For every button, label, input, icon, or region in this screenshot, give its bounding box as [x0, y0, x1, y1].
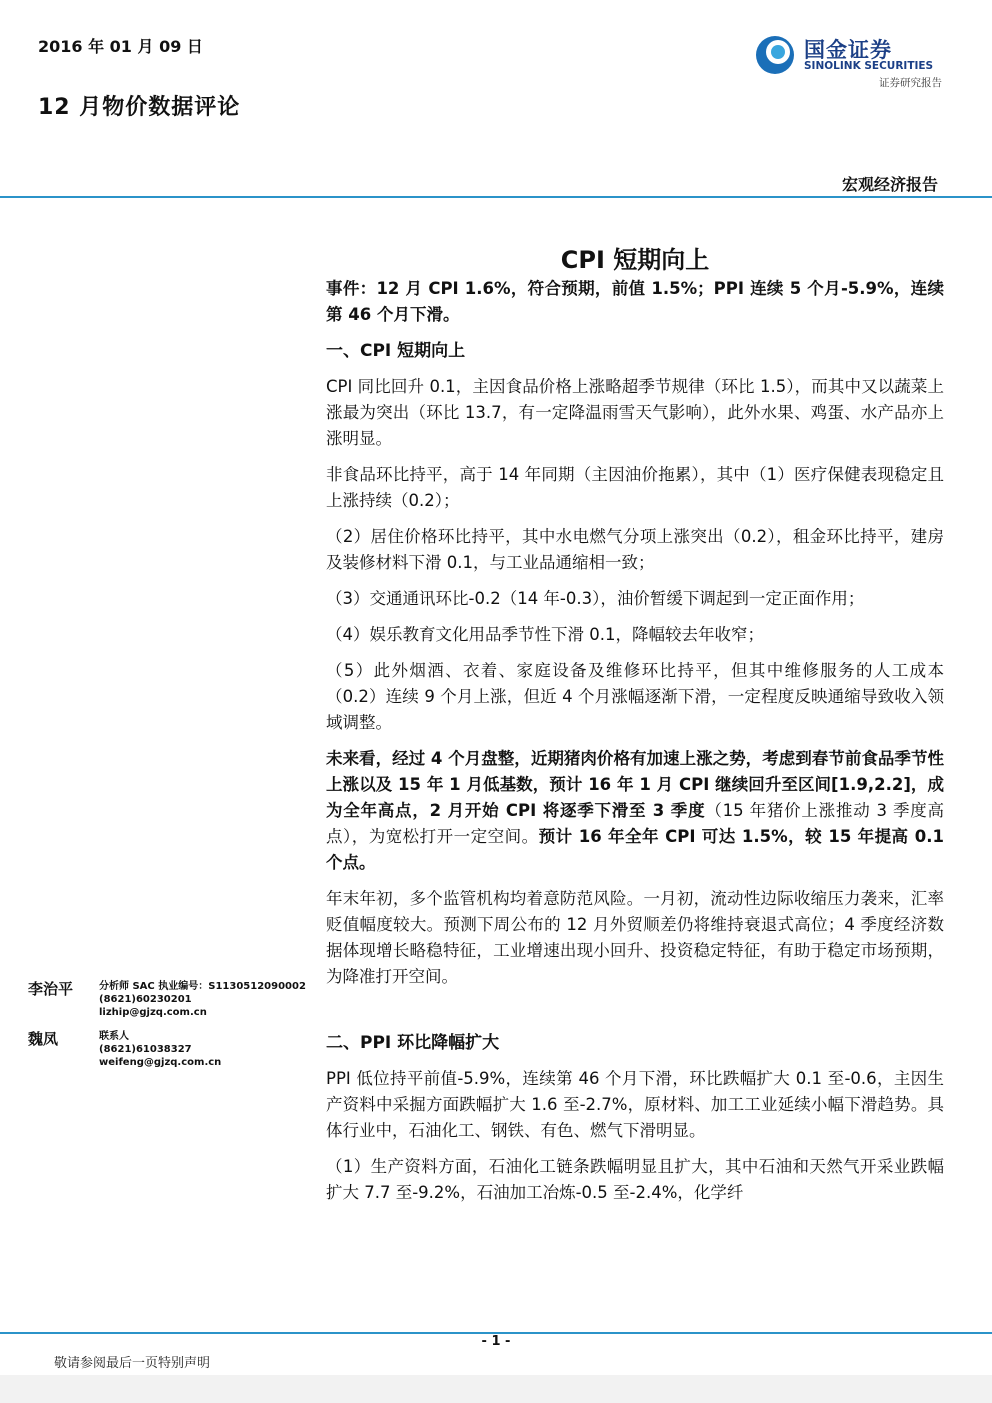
- logo-subtitle: 证券研究报告: [879, 77, 942, 89]
- event-summary: 事件：12 月 CPI 1.6%，符合预期，前值 1.5%；PPI 连续 5 个月-5.9%，连续第 46 个月下滑。: [326, 279, 944, 324]
- paragraph-nonfood: 非食品环比持平，高于 14 年同期（主因油价拖累），其中（1）医疗保健表现稳定且上涨持续（0.2）；: [326, 465, 944, 510]
- company-logo: [754, 32, 942, 92]
- header-divider: [0, 196, 992, 198]
- paragraph-production-materials: （1）生产资料方面，石油化工链条跌幅明显且扩大，其中石油和天然气开采业跌幅扩大 7.7 至-9.2%，石油加工冶炼-0.5 至-2.4%，化学纤: [326, 1157, 944, 1202]
- logo-name-cn: 国金证券: [804, 38, 892, 62]
- analyst-entry: [28, 976, 318, 1026]
- analyst-contact: [99, 1030, 221, 1069]
- analyst-cert: 分析师 SAC 执业编号：S1130512090002: [99, 981, 306, 992]
- analyst-entry: [28, 1026, 318, 1076]
- report-title: 12 月物价数据评论: [38, 95, 241, 120]
- document-heading: CPI 短期向上: [560, 246, 710, 274]
- analyst-name: 李治平: [28, 980, 74, 998]
- paragraph-cpi-overview: CPI 同比回升 0.1，主因食品价格上涨略超季节规律（环比 1.5），而其中又以蔬菜上涨最为突出（环比 13.7，有一定降温雨雪天气影响），此外水果、鸡蛋、水产品亦上涨明显。: [326, 377, 944, 448]
- main-column: [326, 276, 944, 1216]
- paragraph-ppi-overview: PPI 低位持平前值-5.9%，连续第 46 个月下滑，环比跌幅扩大 0.1 至-0.6，主因生产资料中采掘方面跌幅扩大 1.6 至-2.7%，原材料、加工工业延续小幅下滑趋势。具体行业中，石油化工、钢铁、有色、燃气下滑明显。: [326, 1069, 944, 1140]
- paragraph-housing: （2）居住价格环比持平，其中水电燃气分项上涨突出（0.2），租金环比持平，建房及装修材料下滑 0.1，与工业品通缩相一致；: [326, 527, 944, 572]
- analyst-phone: (8621)61038327: [99, 1044, 192, 1055]
- analyst-role: 联系人: [99, 1031, 129, 1042]
- bottom-margin-band: [0, 1375, 992, 1403]
- logo-name-en: SINOLINK SECURITIES: [804, 60, 934, 72]
- paragraph-other-items: （5）此外烟酒、衣着、家庭设备及维修环比持平，但其中维修服务的人工成本（0.2）连续 9 个月上涨，但近 4 个月涨幅逐渐下滑，一定程度反映通缩导致收入领域调整。: [326, 661, 944, 732]
- analyst-email[interactable]: weifeng@gjzq.com.cn: [99, 1057, 222, 1068]
- analyst-contact: [99, 980, 306, 1019]
- paragraph-regulation: 年末年初，多个监管机构均着意防范风险。一月初，流动性边际收缩压力袭来，汇率贬值幅度较大。预测下周公布的 12 月外贸顺差仍将维持衰退式高位；4 季度经济数据体现增长略稳特征，工业增速出现小回升、投资稳定特征，有助于稳定市场预期，为降准打开空间。: [326, 889, 944, 986]
- section-title-ppi: 二、PPI 环比降幅扩大: [326, 1033, 500, 1053]
- outlook-annual: 预计 16 年全年 CPI 可达 1.5%，较 15 年提高 0.1 个点。: [326, 827, 944, 872]
- outlook-forecast: 未来看，经过 4 个月盘整，近期猪肉价格有加速上涨之势，考虑到春节前食品季节性上涨以及 15 年 1 月低基数，预计 16 年 1 月 CPI 继续回升至区间[1.9,2.2]，成为全年高点，2 月开始 CPI 将逐季下滑至 3 季度: [326, 749, 944, 820]
- analyst-panel: [28, 976, 318, 1076]
- disclaimer-note: 敬请参阅最后一页特别声明: [54, 1356, 211, 1371]
- report-category: 宏观经济报告: [841, 175, 938, 194]
- section-title-cpi: 一、CPI 短期向上: [326, 341, 466, 361]
- paragraph-entertainment: （4）娱乐教育文化用品季节性下滑 0.1，降幅较去年收窄；: [326, 625, 764, 644]
- sinolink-logo-icon: [754, 34, 796, 76]
- paragraph-outlook: [326, 746, 944, 876]
- page-number: - 1 -: [481, 1334, 511, 1349]
- report-date: 2016 年 01 月 09 日: [38, 37, 203, 56]
- outlook-note: （15 年猪价上涨推动 3 季度高点），为宽松打开一定空间。: [326, 801, 945, 846]
- paragraph-transport: （3）交通通讯环比-0.2（14 年-0.3），油价暂缓下调起到一定正面作用；: [326, 589, 865, 608]
- analyst-phone: (8621)60230201: [99, 994, 192, 1005]
- analyst-email[interactable]: lizhip@gjzq.com.cn: [99, 1007, 207, 1018]
- analyst-name: 魏凤: [28, 1030, 59, 1048]
